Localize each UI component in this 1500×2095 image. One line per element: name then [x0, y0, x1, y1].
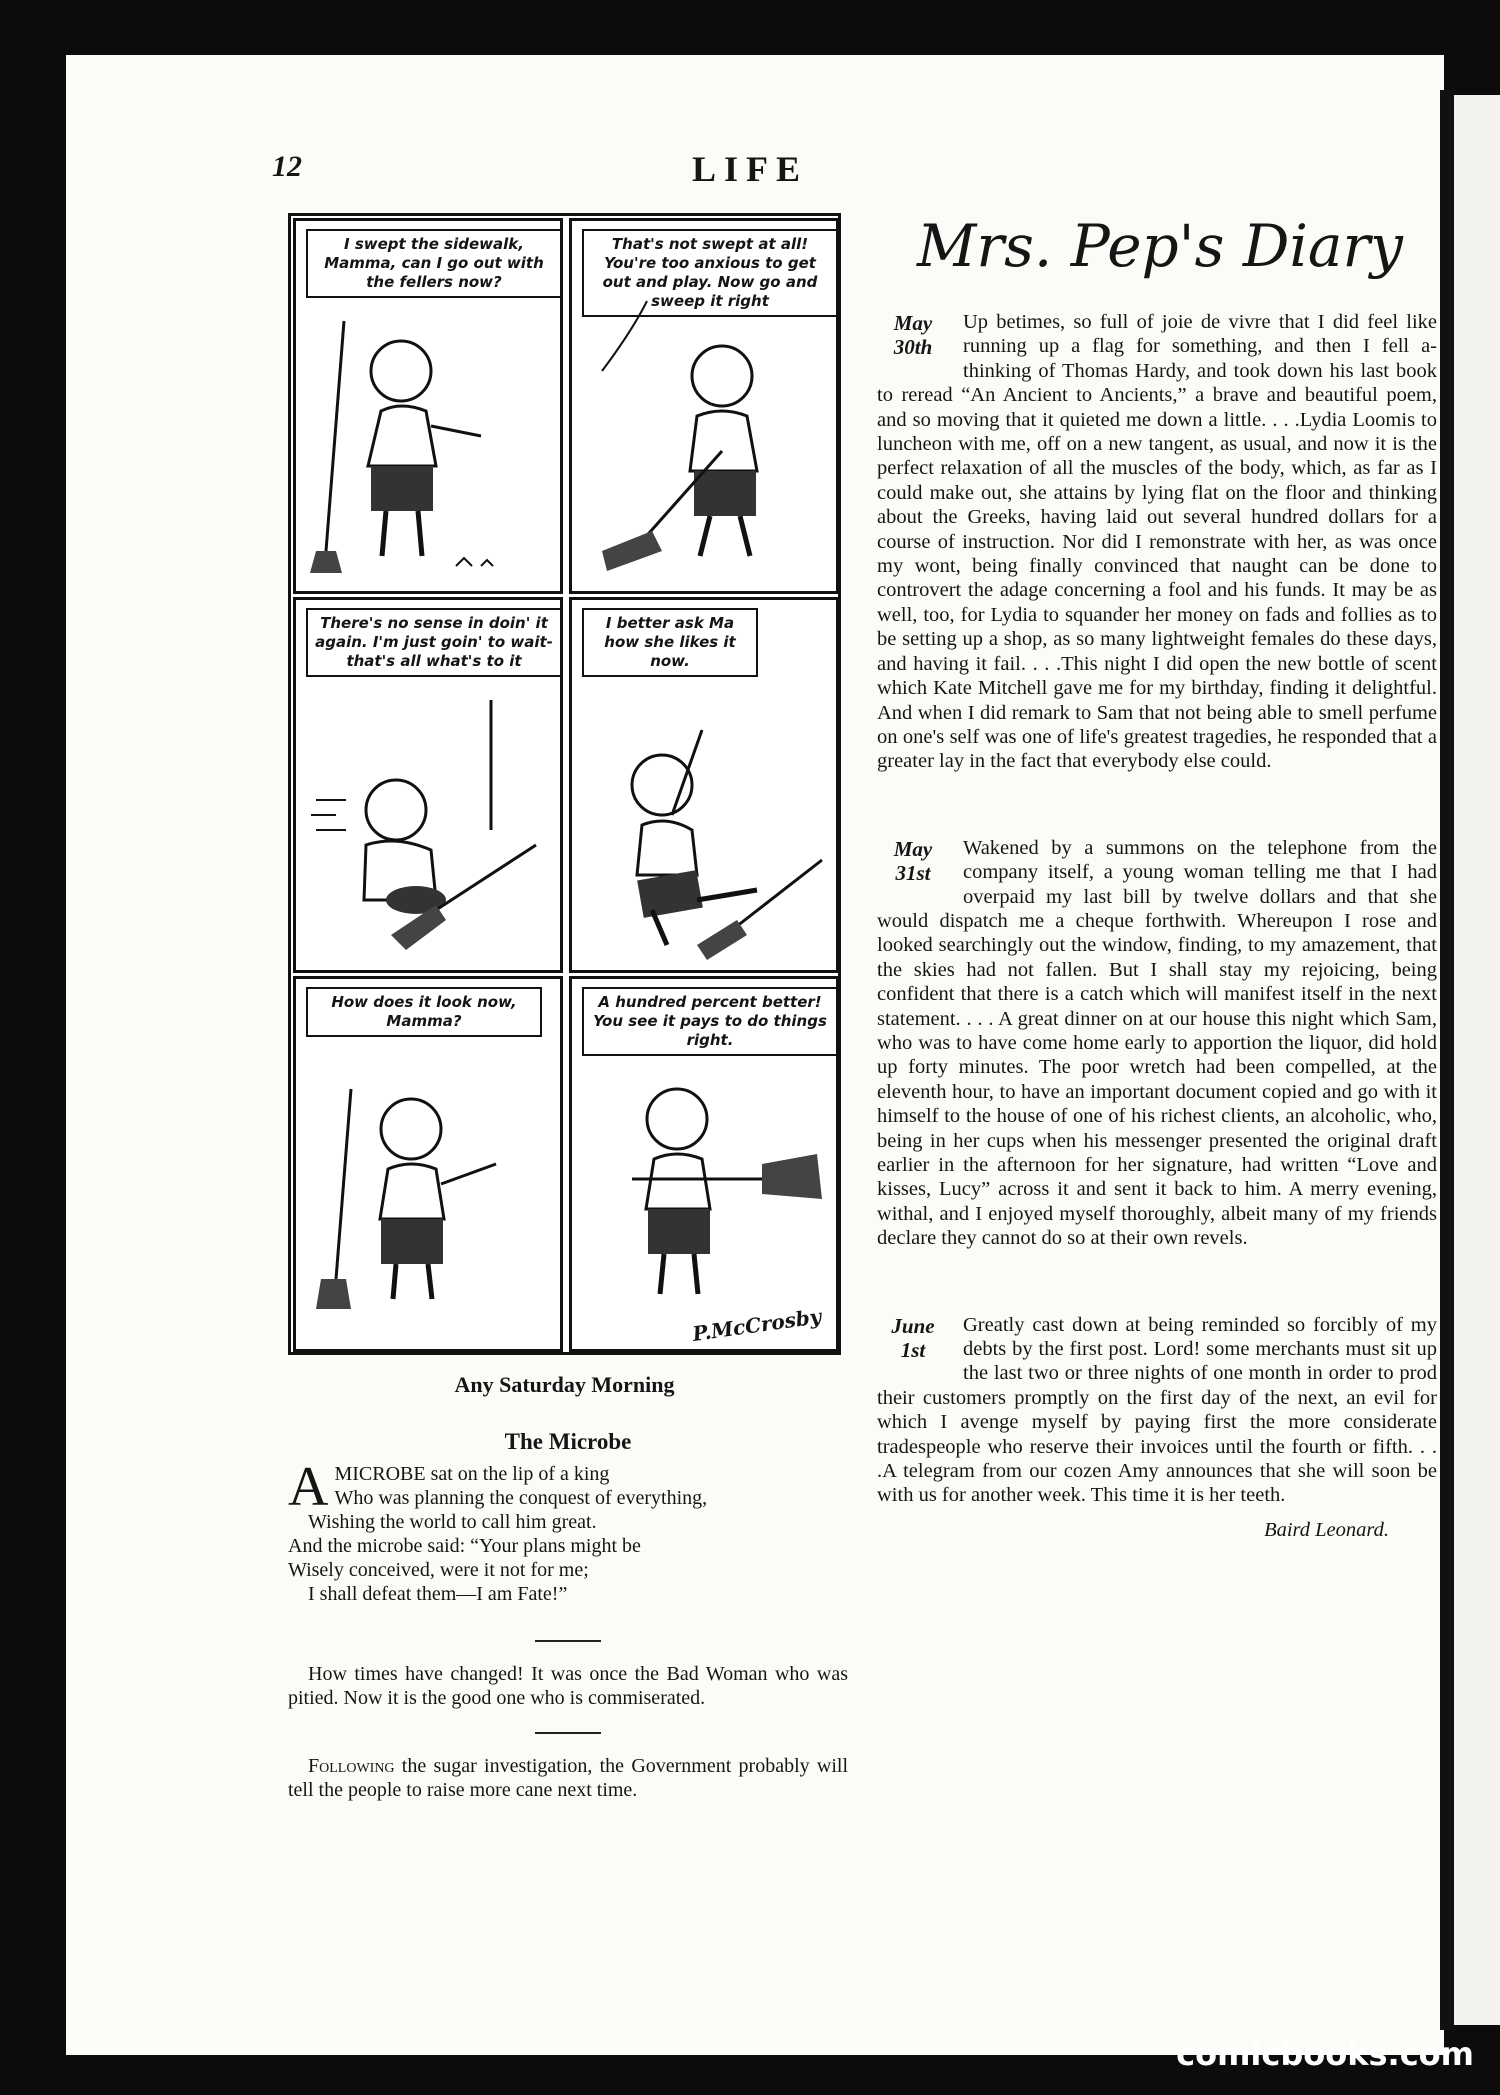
author-signature: Baird Leonard. [1264, 1518, 1389, 1541]
poem [288, 1456, 848, 1606]
entry-month: May [893, 311, 933, 335]
speech-bubble: A hundred percent better! You see it pays to do things right. [582, 987, 838, 1056]
poem-line: Wishing the world to call him great. [308, 1511, 597, 1533]
watermark: comicbooks.com [1176, 2035, 1474, 2073]
comic-panel-4 [569, 597, 839, 973]
boy-running-drawing [572, 600, 839, 973]
boy-sitting-drawing [296, 600, 563, 973]
entry-day: 1st [900, 1337, 926, 1362]
masthead: LIFE [691, 149, 809, 189]
speech-bubble: There's no sense in doin' it again. I'm just goin' to wait-that's all what's to it [306, 608, 562, 677]
poem-line: I shall defeat them—I am Fate!” [308, 1583, 568, 1605]
speech-bubble: I better ask Ma how she likes it now. [582, 608, 758, 677]
diary-entry [877, 836, 1437, 1251]
poem-line: MICROBE sat on the lip of a king [334, 1463, 610, 1485]
diary-title: Mrs. Pep's Diary [917, 212, 1403, 280]
comic-panel-3 [293, 597, 563, 973]
diary-column [877, 310, 1437, 1542]
entry-text: Up betimes, so full of joie de vivre that I did feel like running up a flag for something, and then I fell a-thinking of Thomas Hardy, and took down his last book to reread “An Ancient to Ancients,” a brave and beautiful poem, and so moving that it quieted me down a little. . . .Lydia Loomis to luncheon with me, off on a new tangent, as usual, and now it is the perfect relaxation of all the muscles of the body, which, as far as I could make out, she attains by lying flat on the floor and thinking about the Greeks, having laid out several hundred dollars for a course of instruction. Nor did I remonstrate with her, as was once my wont, being finally convinced that naught can be done to controvert the adage concerning a fool and his funds. It may be as well, too, for Lydia to squander her money on fads and follies as to be setting up a shop, as so many lightweight females do these days, and having it fail. . . .This night I did open the new bottle of scent which Kate Mitchell gave me for my birthday, finding it delightful. And when I did remark to Sam that not being able to smell perfume on one's self was one of life's greatest tragedies, he responded that a greater lay in the fact that everybody else could. [877, 311, 1437, 773]
entry-date [877, 1314, 949, 1362]
times-changed-paragraph: How times have changed! It was once the Bad Woman who was pitied. Now it is the good one who is commiserated. [288, 1663, 848, 1709]
boy-presenting-drawing [296, 979, 563, 1352]
divider [535, 1732, 601, 1734]
boy-with-broom-laughing-drawing [572, 979, 839, 1352]
poem-line: Who was planning the conquest of everything, [334, 1487, 708, 1509]
speech-bubble: That's not swept at all! You're too anxious to get out and play. Now go and sweep it right [582, 229, 838, 317]
comic-strip [288, 213, 841, 1355]
artist-signature: P.McCrosby [691, 1304, 824, 1346]
speech-bubble: How does it look now, Mamma? [306, 987, 542, 1037]
comic-panel-5 [293, 976, 563, 1352]
comic-panel-2 [569, 218, 839, 594]
entry-day: 30th [893, 335, 933, 359]
page-number: 12 [272, 150, 302, 183]
drop-cap: A [288, 1456, 329, 1518]
comic-panel-6 [569, 976, 839, 1352]
entry-month: June [891, 1313, 935, 1338]
entry-text: Greatly cast down at being reminded so forcibly of my debts by the first post. Lord! some merchants must sit up the last two or three nights of one month in order to prod their customers promptly on the first day of the next, an evil for which I avenge myself by paying first the more considerate tradespeople who reserve their invoices until the fourth or fifth. . . .A telegram from our cozen Amy announces that she will soon be with us for another week. This time it is her teeth. [877, 1313, 1437, 1507]
entry-day: 31st [895, 860, 931, 885]
diary-entry [877, 310, 1437, 774]
entry-date [877, 837, 949, 885]
page-gutter [1440, 90, 1454, 2030]
poem-line: Wisely conceived, were it not for me; [288, 1559, 589, 1581]
left-column [288, 1430, 848, 1802]
boy-sweeping-drawing [572, 221, 839, 594]
poem-line: And the microbe said: “Your plans might be [288, 1535, 641, 1557]
lead-word: Following [308, 1755, 395, 1777]
comic-panel-1 [293, 218, 563, 594]
poem-title: The Microbe [504, 1429, 632, 1454]
entry-text: Wakened by a summons on the telephone from the company itself, a young woman telling me that I had overpaid my last bill by twelve dollars and that she would dispatch me a cheque forthwith. Whereupon I rose and looked searchingly out the window, finding, to my amazement, that the skies had not fallen. But I shall stay my rejoicing, being confident that there is a catch which will manifest itself in the next statement. . . . A great dinner on at our house this night which Sam, who was to have come home early to apportion the liquor, did hold up forty minutes. The poor wretch had been compelled, at the eleventh hour, to have an important document copied and go with it himself to the house of one of his richest clients, an alcoholic, who, being in her cups when his messenger presented the original draft earlier in the afternoon for her signature, had written “Love and kisses, Lucy” across it and sent it back to him. A merry evening, withal, and I enjoyed myself thoroughly, albeit many of my friends declare they cannot do so at their own revels. [877, 836, 1437, 1250]
speech-bubble: I swept the sidewalk, Mamma, can I go out with the fellers now? [306, 229, 562, 298]
entry-date [877, 311, 949, 359]
diary-entry [877, 1313, 1437, 1508]
sugar-text: the sugar investigation, the Government probably will tell the people to raise more cane next time. [288, 1755, 848, 1801]
facing-page-edge [1454, 95, 1500, 2025]
entry-month: May [893, 836, 933, 861]
sugar-paragraph [288, 1754, 848, 1802]
comic-caption: Any Saturday Morning [454, 1372, 675, 1397]
boy-with-broom-drawing [296, 221, 563, 594]
divider [535, 1640, 601, 1642]
